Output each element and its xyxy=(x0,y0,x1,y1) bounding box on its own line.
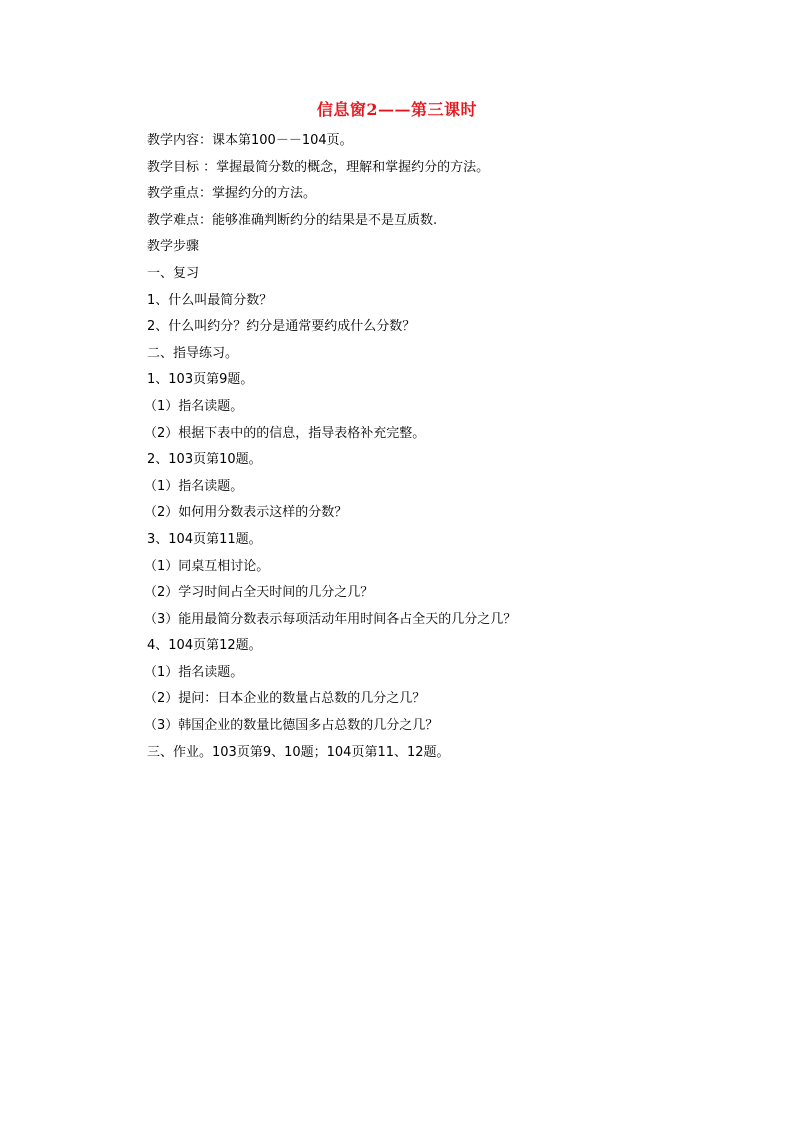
exercise-3-step-1: （1）同桌互相讨论。 xyxy=(144,558,270,574)
exercise-4-step-1: （1）指名读题。 xyxy=(144,664,244,680)
teaching-content-line: 教学内容：课本第100－－104页。 xyxy=(147,133,353,148)
exercise-1-step-2: （2）根据下表中的的信息，指导表格补充完整。 xyxy=(144,425,426,441)
exercise-1-step-1: （1）指名读题。 xyxy=(144,398,244,414)
homework-line: 三、作业。103页第9、10题；104页第11、12题。 xyxy=(147,744,450,760)
teaching-difficulty-line: 教学难点：能够准确判断约分的结果是不是互质数. xyxy=(147,212,438,228)
exercise-4-step-3: （3）韩国企业的数量比德国多占总数的几分之几？ xyxy=(144,718,439,734)
exercise-2-heading: 2、103页第10题。 xyxy=(147,452,262,468)
exercise-3-step-3: （3）能用最简分数表示每项活动年用时间各占全天的几分之几？ xyxy=(144,611,517,627)
exercise-3-step-2: （2）学习时间占全天时间的几分之几？ xyxy=(144,585,374,601)
exercise-2-step-2: （2）如何用分数表示这样的分数？ xyxy=(144,505,348,521)
teaching-focus-line: 教学重点：掌握约分的方法。 xyxy=(147,186,317,202)
section-practice-heading: 二、指导练习。 xyxy=(147,345,239,361)
teaching-goal-line: 教学目标 ：掌握最简分数的概念，理解和掌握约分的方法。 xyxy=(147,159,490,175)
exercise-2-step-1: （1）指名读题。 xyxy=(144,478,244,494)
exercise-4-step-2: （2）提问：日本企业的数量占总数的几分之几？ xyxy=(144,691,426,707)
exercise-1-heading: 1、103页第9题。 xyxy=(147,372,254,388)
section-review-heading: 一、复习 xyxy=(147,265,200,281)
document-title: 信息窗2——第三课时 xyxy=(316,100,478,119)
review-question-2: 2、什么叫约分？约分是通常要约成什么分数？ xyxy=(147,319,416,335)
teaching-steps-heading: 教学步骤 xyxy=(147,239,200,255)
document-body xyxy=(144,128,667,766)
exercise-4-heading: 4、104页第12题。 xyxy=(147,638,262,654)
exercise-3-heading: 3、104页第11题。 xyxy=(147,531,262,547)
review-question-1: 1、什么叫最简分数？ xyxy=(147,292,273,308)
